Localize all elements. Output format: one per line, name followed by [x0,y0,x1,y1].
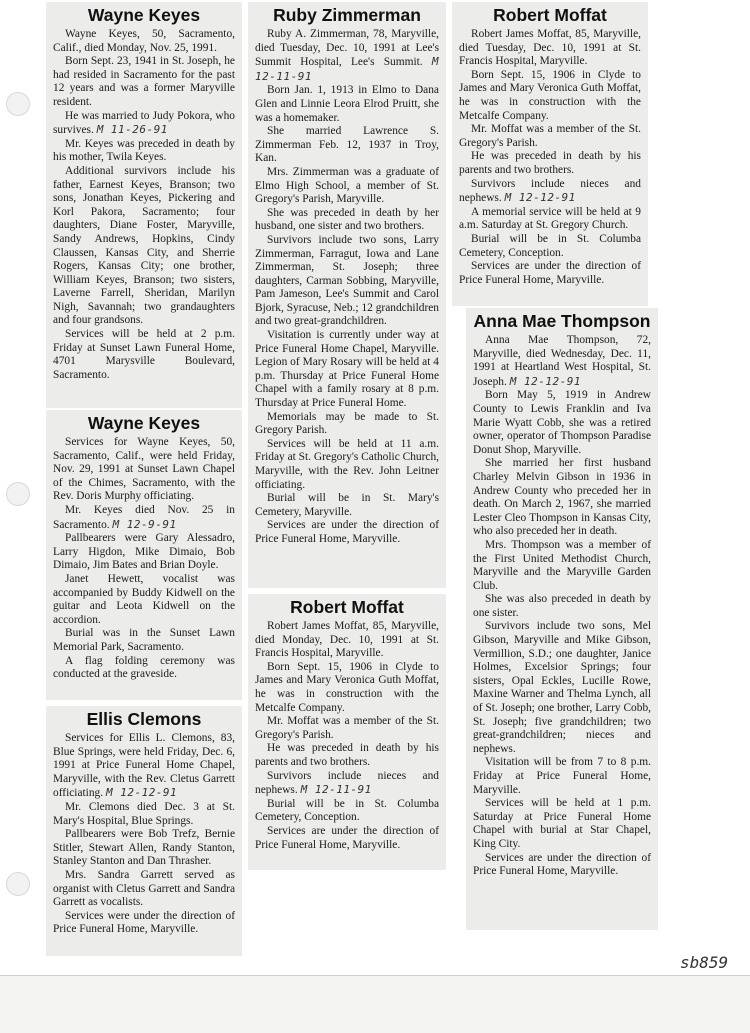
obituary-paragraph [53,436,235,504]
obituary-paragraph [53,573,235,627]
paragraph-text: Burial was in the Sunset Lawn Memorial Park, Sacramento. [53,627,235,653]
paragraph-text: Survivors include nieces and nephews. [459,177,641,205]
paragraph-text: Mr. Moffat was a member of the St. Gregory's Parish. [255,715,439,741]
obituary-paragraph [53,828,235,869]
obituary-paragraph [53,732,235,801]
handwritten-date: M 12-9-91 [112,517,177,531]
paragraph-text: She was preceded in death by her husband, one sister and two brothers. [255,206,439,233]
obituary-title: Wayne Keyes [87,413,201,433]
paragraph-text: Services for Wayne Keyes, 50, Sacramento, Calif., were held Friday, Nov. 29, 1991 at Sunset Lawn Chapel of the Chimes, Sacramento, with the Rev. Doris Murphy officiating. [53,436,235,503]
obituary-paragraph [255,438,439,492]
obituary-paragraph [53,627,235,654]
paragraph-text: Services for Ellis L. Clemons, 83, Blue Springs, were held Friday, Dec. 6, 1991 at Price Funeral Home Chapel, Maryville, with the Rev. Cletus Garrett officiating. [53,732,235,800]
punch-hole [6,872,30,896]
obituary-robert-moffat-1 [248,594,446,870]
obituary-paragraph [473,539,651,593]
paragraph-text: Ruby A. Zimmerman, 78, Maryville, died Tuesday, Dec. 10, 1991 at Lee's Summit Hospital, Lee's Summit. [255,28,439,69]
obituary-paragraph [53,655,235,682]
obituary-paragraph [53,532,235,573]
paragraph-text: He was preceded in death by his parents and two brothers. [459,150,641,176]
paragraph-text: She married her first husband Charley Melvin Gibson in 1936 in Andrew County who preceded her in death. On March 2, 1967, she married Lester Cleo Thompson in Kansas City, who also preceded her in death. [473,457,651,538]
obituary-paragraph [459,178,641,206]
paragraph-text: Additional survivors include his father, Earnest Keyes, Branson; two sons, Jonathan Keyes, Pickering and Korl Pakora, Sacramento; four daughters, Diane Foster, Maryville, Sandy Andrews, Hopkins, Cindy Claussen, Kansas City, and Sherrie Rogers, Kansas City; one brother, William Keyes, Branson; two sisters, Laverne Farrell, Sheridan, Marilyn Nigh, Savannah; two grandaughters and four grandsons. [53,164,235,327]
obituary-paragraph [473,334,651,389]
obituary-paragraph [459,28,641,69]
obituary-paragraph [255,329,439,411]
paragraph-text: Born Sept. 15, 1906 in Clyde to James and Mary Veronica Guth Moffat, he was in construction with the Metcalfe Company. [255,660,439,714]
obituary-paragraph [255,519,439,546]
paragraph-text: Burial will be in St. Columba Cemetery, Conception. [459,232,641,259]
obituary-paragraph [255,125,439,166]
paragraph-text: Janet Hewett, vocalist was accompanied by Buddy Kidwell on the guitar and Leota Kidwell on the accordion. [53,572,235,626]
obituary-paragraph [459,150,641,177]
obituary-paragraph [255,166,439,207]
paragraph-text: She was also preceded in death by one sister. [473,593,651,619]
paragraph-text: Robert James Moffat, 85, Maryville, died Tuesday, Dec. 10, 1991 at St. Francis Hospital, Maryville. [459,28,641,68]
paragraph-text: Services were under the direction of Price Funeral Home, Maryville. [53,909,235,936]
paragraph-text: Born Sept. 15, 1906 in Clyde to James and Mary Veronica Guth Moffat, he was in construction with the Metcalfe Company. [459,68,641,122]
paragraph-text: Mrs. Sandra Garrett served as organist with Cletus Garrett and Sandra Garrett as vocalists. [53,868,235,909]
obituary-wayne-keyes-1 [46,2,242,408]
paragraph-text: He was preceded in death by his parents and two brothers. [255,742,439,768]
obituary-paragraph [53,504,235,532]
paragraph-text: Survivors include nieces and nephews. [255,769,439,797]
obituary-paragraph [53,910,235,937]
obituary-wayne-keyes-2 [46,410,242,700]
handwritten-date: M 12-11-91 [255,55,439,83]
obituary-paragraph [53,165,235,328]
obituary-ruby-zimmerman [248,2,446,588]
paragraph-text: Survivors include two sons, Larry Zimmerman, Farragut, Iowa and Lane Zimmerman, St. Joseph; three daughters, Carman Sobbing, Maryville, Pam Jameson, Lee's Summit and Carol Bjork, Syracuse, Neb.; 12 grandchildren and two great-grandchildren. [255,233,439,328]
obituary-paragraph [255,798,439,825]
paragraph-text: Anna Mae Thompson, 72, Maryville, died Wednesday, Dec. 11, 1991 at Heartland West Hospital, St. Joseph. [473,334,651,388]
paragraph-text: Burial will be in St. Columba Cemetery, Conception. [255,797,439,824]
obituary-title: Ruby Zimmerman [273,5,421,25]
obituary-paragraph [473,852,651,879]
paragraph-text: Mr. Moffat was a member of the St. Gregory's Parish. [459,123,641,149]
paragraph-text: Survivors include two sons, Mel Gibson, Maryville and Mike Gibson, Vermillion, S.D.; one daughter, Janice Holmes, Excelsior Springs; four sisters, Opal Eckles, Lucille Rowe, Maxine Warner and Thelma Lynch, all of St. Joseph; one brother, Larry Cobb, St. Joseph; five grandchildren; two great-grandchildren; nieces and nephews. [473,620,651,755]
obituary-paragraph [53,801,235,828]
paragraph-text: Services are under the direction of Price Funeral Home, Maryville. [255,519,439,545]
obituary-paragraph [255,234,439,329]
paragraph-text: Services will be held at 1 p.m. Saturday at Price Funeral Home Chapel with burial at Star Chapel, King City. [473,797,651,850]
paragraph-text: Mrs. Thompson was a member of the First United Methodist Church, Maryville and the Maryville Garden Club. [473,538,651,592]
obituary-paragraph [53,28,235,55]
paragraph-text: A flag folding ceremony was conducted at the graveside. [53,654,235,681]
obituary-paragraph [473,756,651,797]
handwritten-date: M 12-12-91 [105,786,178,800]
obituary-robert-moffat-2 [452,2,648,306]
obituary-paragraph [473,797,651,851]
paragraph-text: Born May 5, 1919 in Andrew County to Lewis Franklin and Iva Marie Wyatt Cobb, she was a retired owner, operator of Thompson Paradise Donut Shop, Maryville. [473,389,651,456]
obituary-paragraph [53,138,235,165]
obituary-ellis-clemons [46,706,242,956]
obituary-paragraph [459,123,641,150]
paragraph-text: Services will be held at 11 a.m. Friday at St. Gregory's Catholic Church, Maryville, with the Rev. John Leitner officiating. [255,437,439,491]
paragraph-text: Born Jan. 1, 1913 in Elmo to Dana Glen and Linnie Leora Elrod Pruitt, she was a homemaker. [255,84,439,124]
obituary-paragraph [255,207,439,234]
obituary-paragraph [255,492,439,519]
handwritten-date: M 12-12-91 [509,374,581,388]
obituary-paragraph [473,620,651,756]
paragraph-text: Robert James Moffat, 85, Maryville, died Monday, Dec. 10, 1991 at St. Francis Hospital, Maryville. [255,620,439,660]
paragraph-text: She married Lawrence S. Zimmerman Feb. 12, 1937 in Troy, Kan. [255,125,439,165]
obituary-paragraph [255,28,439,84]
obituary-paragraph [459,69,641,123]
obituary-paragraph [53,328,235,382]
paragraph-text: He was married to Judy Pokora, who survives. [53,109,235,137]
obituary-paragraph [459,260,641,287]
obituary-paragraph [53,55,235,109]
obituary-paragraph [255,620,439,661]
paragraph-text: Services are under the direction of Price Funeral Home, Maryville. [459,260,641,286]
obituary-paragraph [255,715,439,742]
paragraph-text: Wayne Keyes, 50, Sacramento, Calif., died Monday, Nov. 25, 1991. [53,28,235,54]
handwritten-date: M 12-11-91 [300,783,372,797]
obituary-paragraph [53,869,235,910]
obituary-paragraph [255,825,439,852]
obituary-paragraph [459,206,641,233]
paragraph-text: Mr. Keyes was preceded in death by his mother, Twila Keyes. [53,137,235,164]
paragraph-text: Mrs. Zimmerman was a graduate of Elmo High School, a member of St. Gregory's Parish, Maryville. [255,165,439,206]
paragraph-text: Visitation will be from 7 to 8 p.m. Friday at Price Funeral Home, Maryville. [473,756,651,796]
obituary-paragraph [255,411,439,438]
obituary-paragraph [53,110,235,138]
obituary-paragraph [255,770,439,798]
handwritten-date: M 11-26-91 [96,123,168,137]
obituary-title: Wayne Keyes [87,5,201,25]
obituary-paragraph [473,457,651,539]
page-code: sb859 [680,953,729,972]
obituary-paragraph [255,661,439,715]
obituary-title: Anna Mae Thompson [473,311,651,331]
obituary-paragraph [473,389,651,457]
paragraph-text: A memorial service will be held at 9 a.m. Saturday at St. Gregory Church. [459,205,641,232]
paragraph-text: Burial will be in St. Mary's Cemetery, Maryville. [255,492,439,518]
paragraph-text: Services are under the direction of Price Funeral Home, Maryville. [473,851,651,878]
punch-hole [6,482,30,506]
paragraph-text: Pallbearers were Bob Trefz, Bernie Stitler, Stewart Allen, Randy Stanton, Stanley Stanton and Dan Thrasher. [53,828,235,868]
obituary-paragraph [255,84,439,125]
paragraph-text: Mr. Clemons died Dec. 3 at St. Mary's Hospital, Blue Springs. [53,800,235,827]
obituary-paragraph [255,742,439,769]
obituary-paragraph [459,233,641,260]
paragraph-text: Born Sept. 23, 1941 in St. Joseph, he had resided in Sacramento for the past 12 years and was a former Maryville resident. [53,55,235,108]
paragraph-text: Services are under the direction of Price Funeral Home, Maryville. [255,824,439,851]
obituary-anna-mae-thompson [466,308,658,930]
paragraph-text: Services will be held at 2 p.m. Friday at Sunset Lawn Funeral Home, 4701 Marysville Boulevard, Sacramento. [53,328,235,381]
obituary-title: Robert Moffat [493,5,607,25]
obituary-paragraph [473,593,651,620]
obituary-title: Robert Moffat [290,597,404,617]
punch-hole [6,92,30,116]
paragraph-text: Memorials may be made to St. Gregory Parish. [255,410,439,437]
paragraph-text: Visitation is currently under way at Price Funeral Home Chapel, Maryville. Legion of Mary Rosary will be held at 4 p.m. Thursday at Price Funeral Home Chapel with a family rosary at 8 p.m. Thursday at Price Funeral Home. [255,329,439,410]
handwritten-date: M 12-12-91 [504,191,576,205]
obituary-title: Ellis Clemons [86,709,202,729]
paragraph-text: Mr. Keyes died Nov. 25 in Sacramento. [53,503,235,531]
paragraph-text: Pallbearers were Gary Alessadro, Larry Higdon, Mike Dimaio, Bob Dimaio, Jim Bates and Brian Doyle. [53,532,235,572]
